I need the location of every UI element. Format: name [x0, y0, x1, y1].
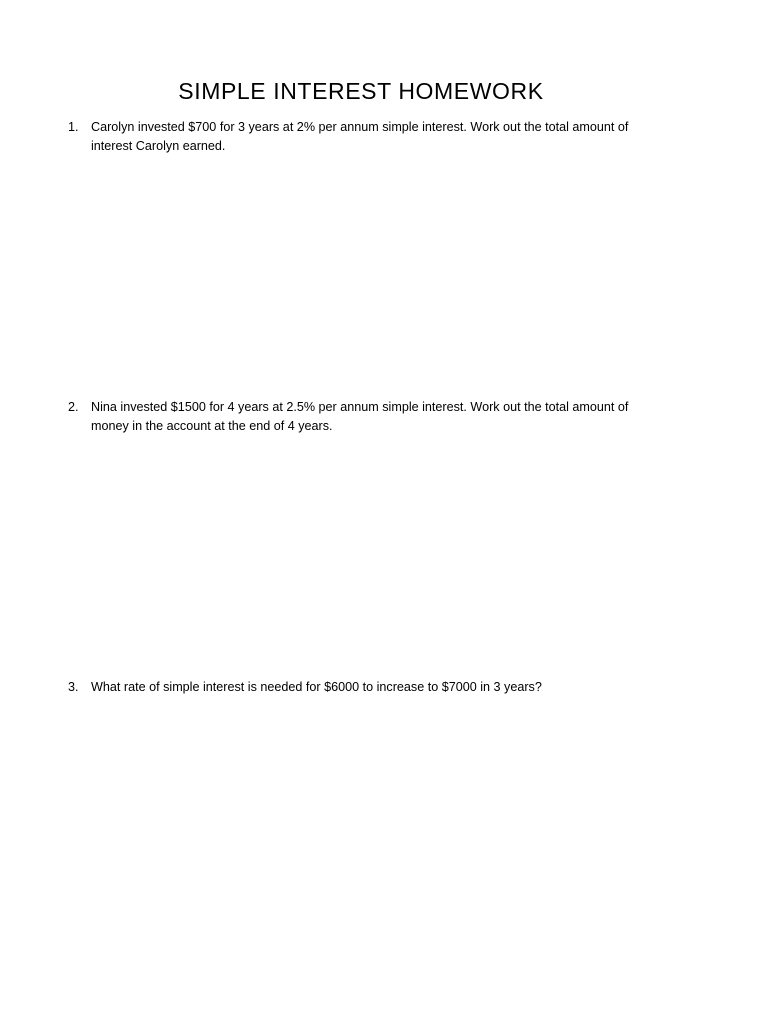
- question-text: [91, 398, 668, 435]
- question-number: 3.: [68, 680, 79, 694]
- question-text-line: money in the account at the end of 4 years.: [91, 418, 333, 433]
- question-text-line: interest Carolyn earned.: [91, 138, 226, 153]
- question-text-line: What rate of simple interest is needed for $6000 to increase to $7000 in 3 years?: [91, 680, 542, 694]
- question-text-line: Nina invested $1500 for 4 years at 2.5% per annum simple interest. Work out the total amount of: [91, 400, 629, 414]
- question-1: [68, 118, 668, 155]
- question-3: [68, 678, 668, 697]
- page-title: SIMPLE INTEREST HOMEWORK: [178, 78, 544, 104]
- question-number: 1.: [68, 120, 79, 134]
- question-text-line: Carolyn invested $700 for 3 years at 2% per annum simple interest. Work out the total amount of: [91, 120, 629, 134]
- question-number: 2.: [68, 400, 79, 414]
- question-text: [91, 118, 668, 155]
- question-text: [91, 678, 668, 697]
- question-2: [68, 398, 668, 435]
